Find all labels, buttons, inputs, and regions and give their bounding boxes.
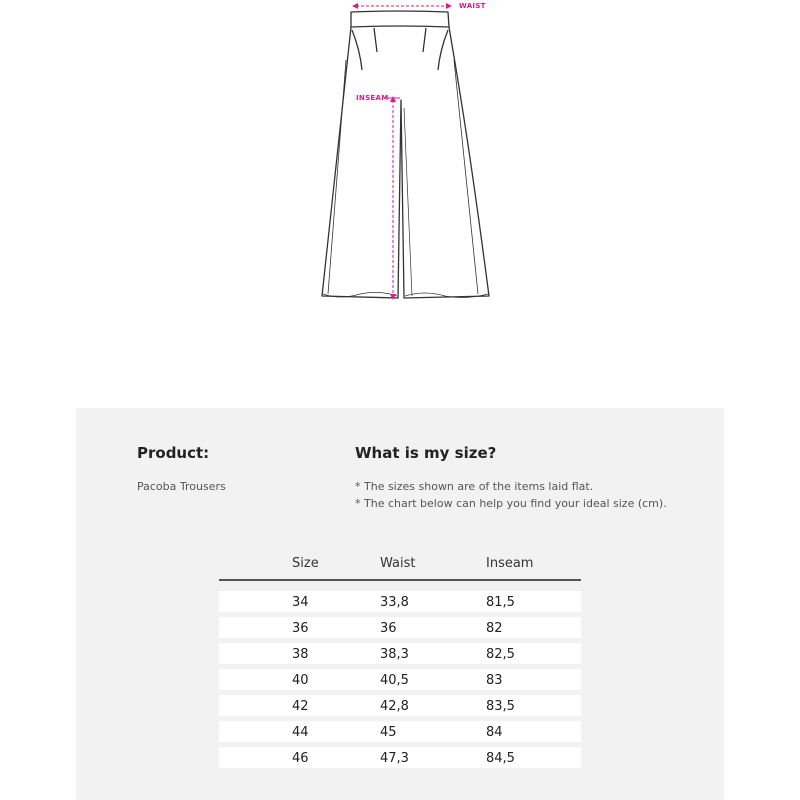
inseam-label: INSEAM bbox=[356, 94, 389, 102]
cell-waist: 45 bbox=[380, 725, 397, 740]
table-row bbox=[219, 617, 581, 638]
cell-size: 46 bbox=[292, 751, 309, 766]
table-row bbox=[219, 643, 581, 664]
header-size: Size bbox=[292, 556, 319, 571]
size-table bbox=[219, 546, 581, 776]
cell-waist: 33,8 bbox=[380, 595, 409, 610]
size-heading: What is my size? bbox=[355, 444, 497, 462]
table-row bbox=[219, 747, 581, 768]
table-row bbox=[219, 695, 581, 716]
note-chart-help: * The chart below can help you find your ideal size (cm). bbox=[355, 497, 667, 510]
header-waist: Waist bbox=[380, 556, 416, 571]
cell-size: 36 bbox=[292, 621, 309, 636]
cell-inseam: 83 bbox=[486, 673, 503, 688]
cell-waist: 47,3 bbox=[380, 751, 409, 766]
cell-waist: 42,8 bbox=[380, 699, 409, 714]
cell-inseam: 82 bbox=[486, 621, 503, 636]
product-name: Pacoba Trousers bbox=[137, 480, 226, 493]
header-inseam: Inseam bbox=[486, 556, 534, 571]
cell-inseam: 84 bbox=[486, 725, 503, 740]
cell-size: 42 bbox=[292, 699, 309, 714]
trousers-diagram bbox=[0, 0, 800, 310]
cell-waist: 38,3 bbox=[380, 647, 409, 662]
cell-inseam: 83,5 bbox=[486, 699, 515, 714]
cell-size: 38 bbox=[292, 647, 309, 662]
table-row bbox=[219, 721, 581, 742]
waist-label: WAIST bbox=[459, 2, 486, 10]
cell-inseam: 82,5 bbox=[486, 647, 515, 662]
table-header bbox=[219, 546, 581, 581]
cell-size: 34 bbox=[292, 595, 309, 610]
note-laid-flat: * The sizes shown are of the items laid flat. bbox=[355, 480, 594, 493]
product-heading: Product: bbox=[137, 444, 210, 462]
cell-size: 40 bbox=[292, 673, 309, 688]
cell-inseam: 81,5 bbox=[486, 595, 515, 610]
table-row bbox=[219, 669, 581, 690]
cell-waist: 40,5 bbox=[380, 673, 409, 688]
cell-size: 44 bbox=[292, 725, 309, 740]
cell-waist: 36 bbox=[380, 621, 397, 636]
table-row bbox=[219, 591, 581, 612]
cell-inseam: 84,5 bbox=[486, 751, 515, 766]
